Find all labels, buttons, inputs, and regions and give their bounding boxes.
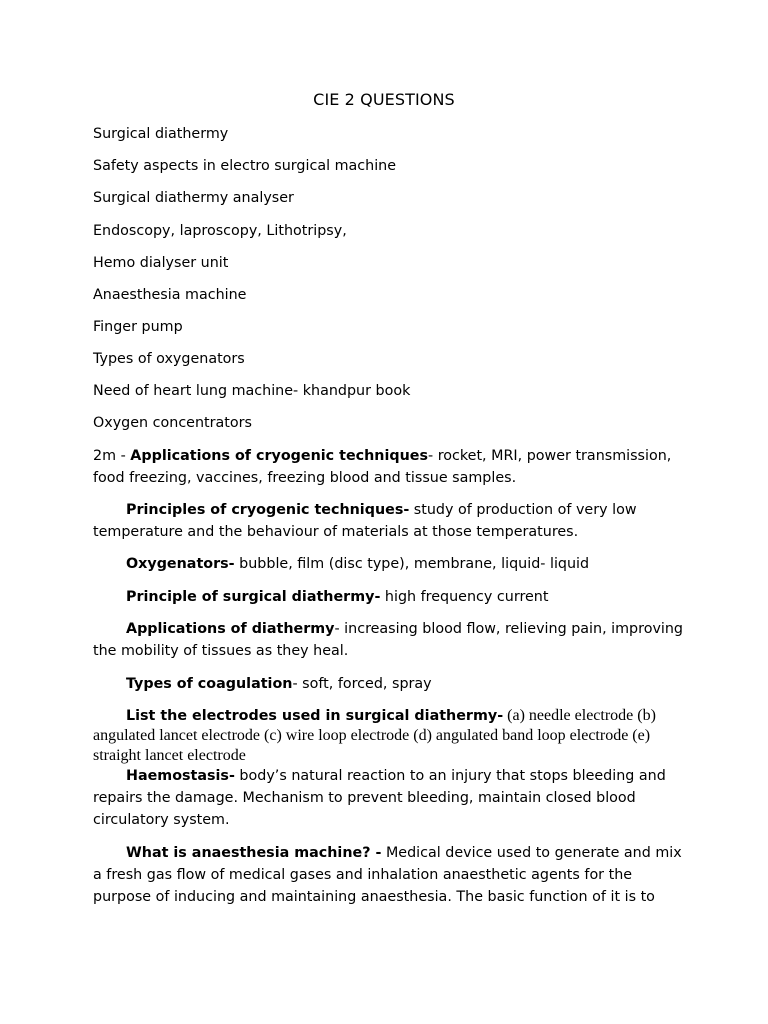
topic-line: Finger pump bbox=[93, 319, 183, 335]
answer-text: (a) needle electrode (b) angulated lancet electrode (c) wire loop electrode (d) angulated band loop electrode (e) straight lancet electrode bbox=[93, 707, 656, 764]
answer-text: - increasing blood flow, relieving pain, improving the mobility of tissues as they heal. bbox=[93, 621, 684, 659]
answer-paragraph bbox=[93, 499, 683, 543]
answer-paragraph bbox=[93, 673, 683, 695]
answer-text: body’s natural reaction to an injury that stops bleeding and repairs the damage. Mechanism to prevent bleeding, maintain closed blood circulatory system. bbox=[93, 768, 666, 828]
answer-text: - rocket, MRI, power transmission, food freezing, vaccines, freezing blood and tissue samples. bbox=[93, 448, 672, 486]
answer-paragraph bbox=[93, 618, 683, 662]
answer-term: Principle of surgical diathermy- bbox=[126, 589, 381, 605]
answer-paragraph bbox=[93, 842, 683, 908]
answer-paragraph bbox=[93, 445, 683, 489]
answer-text: bubble, film (disc type), membrane, liquid- liquid bbox=[234, 556, 590, 572]
answer-paragraph bbox=[93, 765, 683, 831]
answer-text: Medical device used to generate and mix a fresh gas flow of medical gases and inhalation anaesthetic agents for the purpose of inducing and maintaining anaesthesia. The basic function of it is to bbox=[93, 845, 682, 905]
answer-text: study of production of very low temperature and the behaviour of materials at those temperatures. bbox=[93, 502, 637, 540]
answer-term: Types of coagulation bbox=[126, 676, 293, 692]
topic-line: Hemo dialyser unit bbox=[93, 255, 229, 271]
answer-term: Applications of diathermy bbox=[126, 621, 335, 637]
answer-prefix: 2m - bbox=[93, 448, 131, 464]
answer-term: Principles of cryogenic techniques- bbox=[126, 502, 410, 518]
topic-line: Anaesthesia machine bbox=[93, 287, 247, 303]
answer-text: high frequency current bbox=[380, 589, 549, 605]
topic-line: Oxygen concentrators bbox=[93, 415, 252, 431]
answer-text: - soft, forced, spray bbox=[292, 676, 432, 692]
topic-line: Surgical diathermy bbox=[93, 126, 229, 142]
answer-term: Oxygenators- bbox=[126, 556, 235, 572]
topic-line: Need of heart lung machine- khandpur book bbox=[93, 383, 411, 399]
topic-line: Endoscopy, laproscopy, Lithotripsy, bbox=[93, 223, 347, 239]
answer-term: List the electrodes used in surgical diathermy- bbox=[126, 708, 504, 724]
answer-paragraph bbox=[93, 586, 683, 608]
answer-paragraph bbox=[93, 553, 683, 575]
answer-paragraph bbox=[93, 706, 683, 766]
topic-line: Types of oxygenators bbox=[93, 351, 245, 367]
answer-term: Haemostasis- bbox=[126, 768, 235, 784]
topic-line: Surgical diathermy analyser bbox=[93, 190, 294, 206]
answer-term: Applications of cryogenic techniques bbox=[130, 448, 428, 464]
topic-line: Safety aspects in electro surgical machine bbox=[93, 158, 397, 174]
page-title: CIE 2 QUESTIONS bbox=[313, 90, 455, 109]
answer-term: What is anaesthesia machine? - bbox=[126, 845, 382, 861]
